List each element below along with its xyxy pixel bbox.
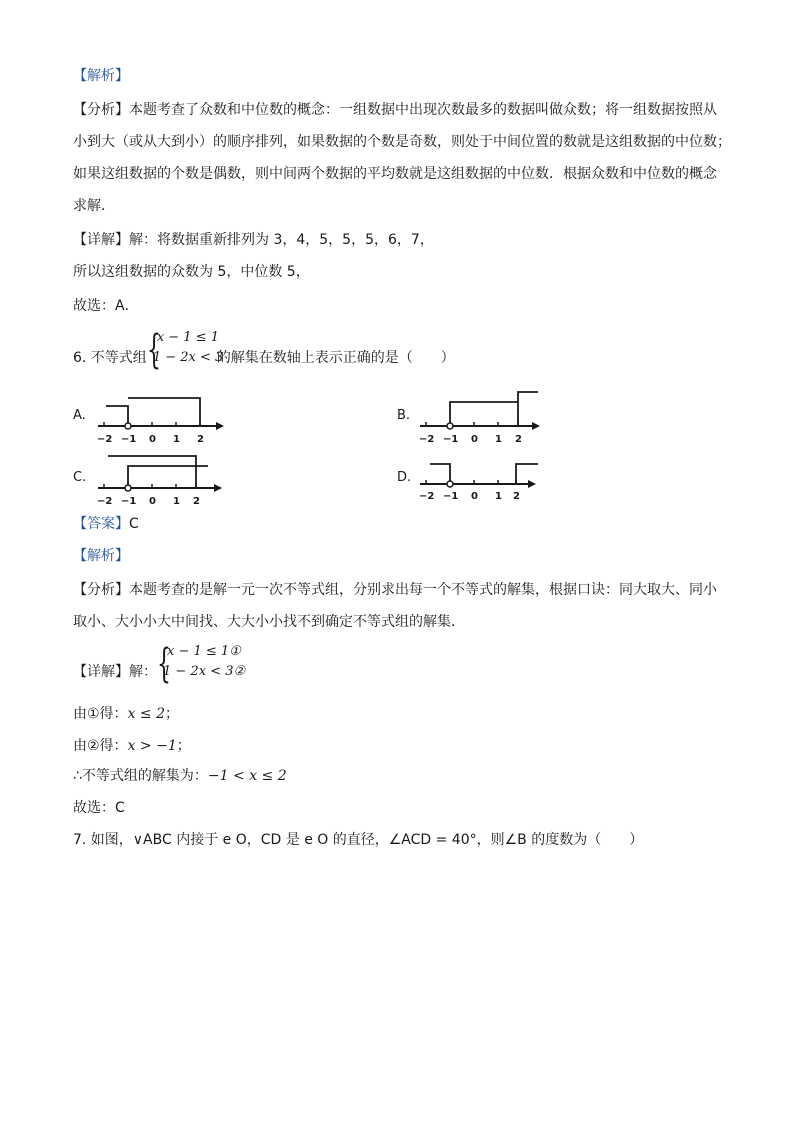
tick-label: 0	[471, 434, 478, 444]
analysis-line-4: 求解．	[73, 198, 115, 214]
option-c-label[interactable]: C.	[73, 470, 87, 485]
detail-text: 解：将数据重新排列为 3，4，5，5，5，6，7，	[129, 232, 434, 248]
question-6	[73, 327, 455, 373]
analysis-tag: 【分析】	[73, 102, 129, 118]
analysis-text: 本题考查的是解一元一次不等式组，分别求出每一个不等式的解集，根据口诀：同大取大、同小	[129, 582, 717, 598]
analysis-line-3: 如果这组数据的个数是偶数，则中间两个数据的平均数就是这组数据的中位数．根据众数和中位数的概念	[73, 166, 717, 182]
tick-label: 1	[173, 434, 180, 444]
tick-label: 2	[515, 434, 522, 444]
option-d-label[interactable]: D.	[397, 470, 412, 485]
detail-prefix: 解：	[129, 664, 157, 680]
inequality-1: x − 1 ≤ 1	[156, 330, 220, 345]
tick-label: 0	[149, 434, 156, 444]
tick-label: 1	[495, 434, 502, 444]
tick-label: −2	[419, 491, 435, 502]
step-prefix: 由①得：	[73, 706, 128, 722]
inequality-system	[146, 327, 224, 373]
tick-label: 2	[197, 434, 204, 444]
tick-label: −1	[443, 491, 459, 502]
detail-tag: 【详解】	[73, 664, 129, 680]
analysis-text: 本题考查了众数和中位数的概念：一组数据中出现次数最多的数据叫做众数；将一组数据按照从	[129, 102, 717, 118]
tick-label: 0	[149, 496, 156, 506]
tick-label: 0	[471, 491, 478, 502]
step-inequality-2: 1 − 2x < 3②	[163, 664, 246, 679]
detail-line-1	[73, 230, 434, 250]
option-a-number-line[interactable]	[90, 392, 230, 444]
question-7: 7. 如图，∨ABC 内接于 e O，CD 是 e O 的直径，∠ACD = 40°，则∠B 的度数为（ ）	[73, 832, 644, 848]
analysis-line-q6-2: 取小、大小小大中间找、大大小小找不到确定不等式组的解集．	[73, 614, 465, 630]
step-prefix: 由②得：	[73, 738, 128, 754]
analysis-tag: 【分析】	[73, 582, 129, 598]
solution-line	[73, 766, 287, 786]
answer-line-2: 故选：C	[73, 800, 125, 816]
answer-label	[73, 514, 139, 534]
step-inequality-1: x − 1 ≤ 1①	[167, 644, 241, 659]
option-a-label[interactable]: A.	[73, 408, 86, 423]
detail-line-2: 所以这组数据的众数为 5，中位数 5，	[73, 264, 310, 280]
answer-line-1: 故选：A．	[73, 298, 139, 314]
step-line-2	[73, 736, 191, 756]
step-math: x > −1	[127, 738, 177, 754]
tick-label: −2	[97, 434, 113, 444]
step-suffix: ；	[176, 738, 191, 754]
option-b-number-line[interactable]	[412, 388, 552, 444]
tick-label: −2	[419, 434, 435, 444]
question-tail: 的解集在数轴上表示正确的是（ ）	[216, 350, 455, 366]
tick-label: −1	[121, 496, 137, 506]
inequality-2: 1 − 2x < 3	[152, 350, 224, 365]
tick-label: −1	[121, 434, 137, 444]
tick-label: −1	[443, 434, 459, 444]
analysis-header-2: 【解析】	[73, 548, 129, 564]
analysis-line-q6-1	[73, 580, 717, 600]
option-c-number-line[interactable]	[90, 452, 230, 506]
question-number: 6. 不等式组	[73, 350, 147, 366]
step-suffix: ；	[165, 706, 179, 722]
analysis-header-1: 【解析】	[73, 68, 129, 84]
answer-tag: 【答案】	[73, 516, 129, 532]
tick-label: 2	[513, 491, 520, 502]
tick-label: 1	[173, 496, 180, 506]
inequality-system-steps	[157, 641, 247, 687]
option-b-label[interactable]: B.	[397, 408, 411, 423]
step-math: x ≤ 2	[127, 706, 165, 722]
analysis-line-2: 小到大（或从大到小）的顺序排列，如果数据的个数是奇数，则处于中间位置的数就是这组数据的中位数；	[73, 134, 731, 150]
analysis-line-1	[73, 100, 717, 120]
detail-tag: 【详解】	[73, 232, 129, 248]
solution-math: −1 < x ≤ 2	[207, 768, 287, 784]
answer-value: C	[129, 516, 139, 532]
tick-label: 1	[495, 491, 502, 502]
tick-label: −2	[97, 496, 113, 506]
brace-icon: {	[146, 327, 161, 373]
tick-label: 2	[193, 496, 200, 506]
brace-icon: {	[157, 641, 171, 687]
solution-prefix: ∴不等式组的解集为：	[73, 768, 208, 784]
option-d-number-line[interactable]	[412, 458, 552, 504]
step-line-1	[73, 704, 179, 724]
detail-line-q6	[73, 641, 247, 687]
